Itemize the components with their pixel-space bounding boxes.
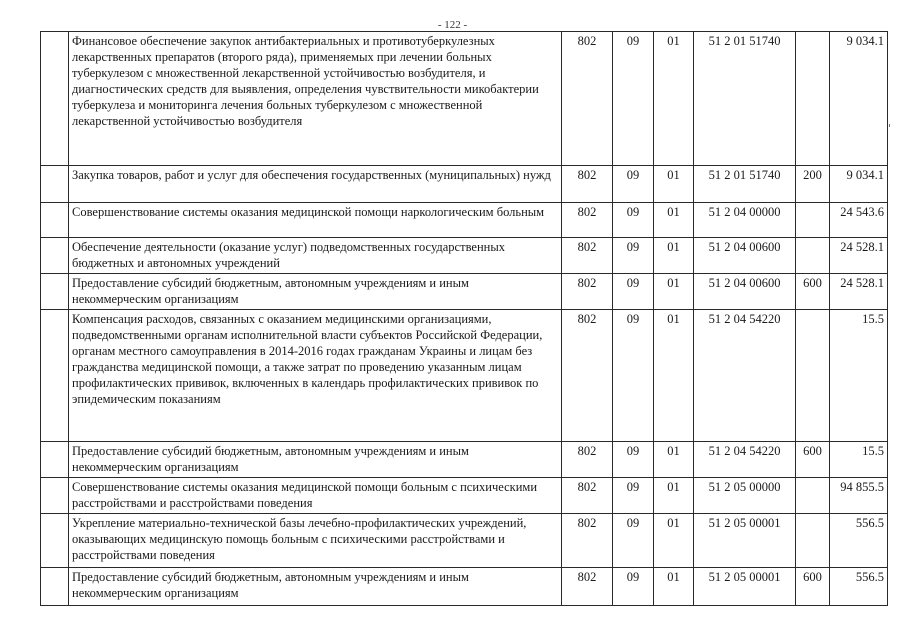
target-code-cell: 51 2 01 51740: [694, 166, 796, 203]
item-name-cell: Обеспечение деятельности (оказание услуг) подведомственных государственных бюджетных и автономных учреждений: [69, 238, 562, 274]
target-code-cell: 51 2 04 00000: [694, 203, 796, 238]
section-code-cell: 09: [613, 32, 654, 166]
section-code-cell: 09: [613, 203, 654, 238]
scan-artifact-mark: [889, 124, 890, 127]
amount-cell: 556.5: [830, 568, 888, 606]
expense-type-cell: 600: [796, 442, 830, 478]
table-row: [41, 442, 888, 478]
ministry-code-cell: 802: [562, 32, 613, 166]
table-row: [41, 32, 888, 166]
target-code-cell: 51 2 04 00600: [694, 274, 796, 310]
ministry-code-cell: 802: [562, 274, 613, 310]
row-number-cell: [41, 32, 69, 166]
item-name-cell: Предоставление субсидий бюджетным, автономным учреждениям и иным некоммерческим организациям: [69, 568, 562, 606]
section-code-cell: 09: [613, 478, 654, 514]
subsection-code-cell: 01: [654, 442, 694, 478]
section-code-cell: 09: [613, 274, 654, 310]
item-name-cell: Совершенствование системы оказания медицинской помощи наркологическим больным: [69, 203, 562, 238]
expense-type-cell: 600: [796, 568, 830, 606]
table-row: [41, 478, 888, 514]
subsection-code-cell: 01: [654, 166, 694, 203]
ministry-code-cell: 802: [562, 203, 613, 238]
subsection-code-cell: 01: [654, 568, 694, 606]
item-name-cell: Закупка товаров, работ и услуг для обеспечения государственных (муниципальных) нужд: [69, 166, 562, 203]
amount-cell: 15.5: [830, 442, 888, 478]
item-name-cell: Укрепление материально-технической базы лечебно-профилактических учреждений, оказывающих медицинскую помощь больным с психическими расстройствами и расстройствами поведения: [69, 514, 562, 568]
subsection-code-cell: 01: [654, 478, 694, 514]
budget-table: [40, 31, 888, 606]
section-code-cell: 09: [613, 568, 654, 606]
amount-cell: 24 528.1: [830, 238, 888, 274]
expense-type-cell: [796, 203, 830, 238]
target-code-cell: 51 2 04 54220: [694, 442, 796, 478]
item-name-cell: Финансовое обеспечение закупок антибактериальных и противотуберкулезных лекарственных препаратов (второго ряда), применяемых при лечении больных туберкулезом с множественной лекарственной устойчивостью возбудителя, и диагностических средств для выявления, определения чувствительности микобактерии туберкулеза и мониторинга лечения больных туберкулезом с множественной лекарственной устойчивостью возбудителя: [69, 32, 562, 166]
row-number-cell: [41, 310, 69, 442]
table-row: [41, 310, 888, 442]
amount-cell: 94 855.5: [830, 478, 888, 514]
row-number-cell: [41, 274, 69, 310]
subsection-code-cell: 01: [654, 203, 694, 238]
table-row: [41, 274, 888, 310]
target-code-cell: 51 2 05 00001: [694, 568, 796, 606]
row-number-cell: [41, 568, 69, 606]
target-code-cell: 51 2 04 00600: [694, 238, 796, 274]
amount-cell: 24 543.6: [830, 203, 888, 238]
section-code-cell: 09: [613, 166, 654, 203]
subsection-code-cell: 01: [654, 310, 694, 442]
amount-cell: 9 034.1: [830, 32, 888, 166]
target-code-cell: 51 2 05 00001: [694, 514, 796, 568]
subsection-code-cell: 01: [654, 32, 694, 166]
ministry-code-cell: 802: [562, 442, 613, 478]
ministry-code-cell: 802: [562, 166, 613, 203]
amount-cell: 15.5: [830, 310, 888, 442]
section-code-cell: 09: [613, 514, 654, 568]
section-code-cell: 09: [613, 310, 654, 442]
page-number: - 122 -: [437, 19, 468, 31]
subsection-code-cell: 01: [654, 274, 694, 310]
row-number-cell: [41, 442, 69, 478]
item-name-cell: Компенсация расходов, связанных с оказанием медицинскими организациями, подведомственными органам исполнительной власти субъектов Российской Федерации, органам местного самоуправления в 2014-2016 годах гражданам Украины и лицам без гражданства медицинской помощи, а также затрат по проведению указанным лицам профилактических прививок, включенных в календарь профилактических прививок по эпидемическим показаниям: [69, 310, 562, 442]
item-name-cell: Предоставление субсидий бюджетным, автономным учреждениям и иным некоммерческим организациям: [69, 274, 562, 310]
ministry-code-cell: 802: [562, 238, 613, 274]
target-code-cell: 51 2 04 54220: [694, 310, 796, 442]
table-row: [41, 166, 888, 203]
expense-type-cell: [796, 514, 830, 568]
subsection-code-cell: 01: [654, 514, 694, 568]
table-row: [41, 568, 888, 606]
amount-cell: 556.5: [830, 514, 888, 568]
expense-type-cell: [796, 238, 830, 274]
row-number-cell: [41, 478, 69, 514]
section-code-cell: 09: [613, 238, 654, 274]
ministry-code-cell: 802: [562, 568, 613, 606]
table-row: [41, 238, 888, 274]
ministry-code-cell: 802: [562, 310, 613, 442]
ministry-code-cell: 802: [562, 478, 613, 514]
expense-type-cell: 600: [796, 274, 830, 310]
section-code-cell: 09: [613, 442, 654, 478]
table-row: [41, 514, 888, 568]
amount-cell: 9 034.1: [830, 166, 888, 203]
amount-cell: 24 528.1: [830, 274, 888, 310]
subsection-code-cell: 01: [654, 238, 694, 274]
row-number-cell: [41, 166, 69, 203]
ministry-code-cell: 802: [562, 514, 613, 568]
item-name-cell: Совершенствование системы оказания медицинской помощи больным с психическими расстройствами и расстройствами поведения: [69, 478, 562, 514]
row-number-cell: [41, 203, 69, 238]
item-name-cell: Предоставление субсидий бюджетным, автономным учреждениям и иным некоммерческим организациям: [69, 442, 562, 478]
row-number-cell: [41, 238, 69, 274]
table-row: [41, 203, 888, 238]
expense-type-cell: [796, 32, 830, 166]
row-number-cell: [41, 514, 69, 568]
target-code-cell: 51 2 01 51740: [694, 32, 796, 166]
target-code-cell: 51 2 05 00000: [694, 478, 796, 514]
expense-type-cell: [796, 310, 830, 442]
expense-type-cell: 200: [796, 166, 830, 203]
expense-type-cell: [796, 478, 830, 514]
